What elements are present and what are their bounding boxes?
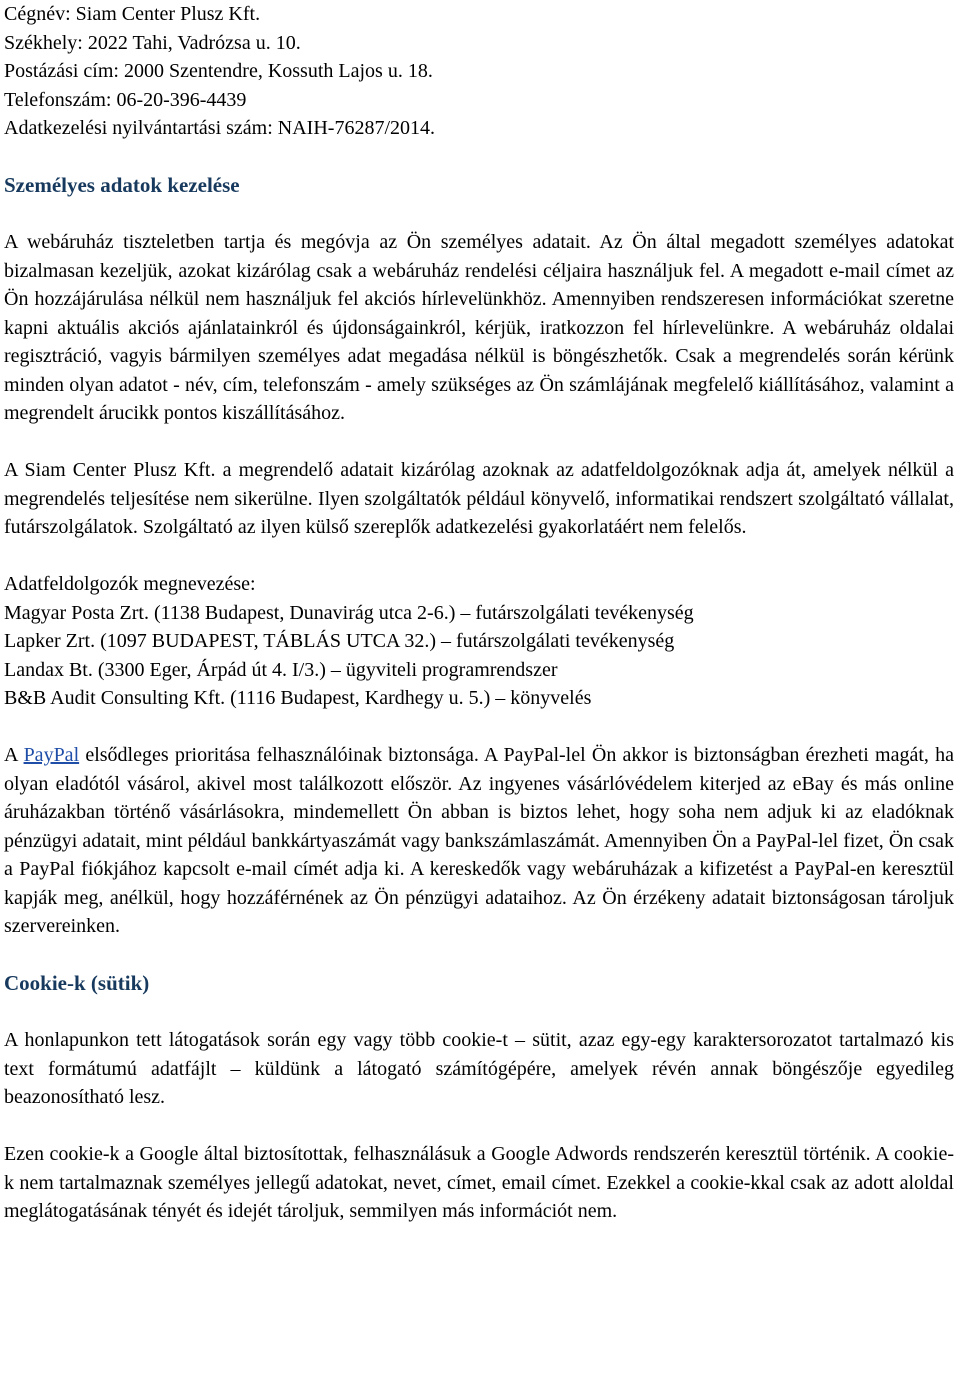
heading-personal-data: Személyes adatok kezelése <box>4 173 240 197</box>
list-item: B&B Audit Consulting Kft. (1116 Budapest, Kardhegy u. 5.) – könyvelés <box>4 687 592 709</box>
company-name: Cégnév: Siam Center Plusz Kft. <box>4 3 261 25</box>
paypal-link[interactable]: PayPal <box>23 744 80 766</box>
list-item: Magyar Posta Zrt. (1138 Budapest, Dunavirág utca 2-6.) – futárszolgálati tevékenység <box>4 601 694 624</box>
company-phone: Telefonszám: 06-20-396-4439 <box>4 88 247 111</box>
paragraph-personal-data-2: A Siam Center Plusz Kft. a megrendelő adatait kizárólag azoknak az adatfeldolgozóknak adja át, amelyek nélkül a megrendelés teljesítése nem sikerülne. Ilyen szolgáltatók például könyvelő, informatikai rendszert szolgáltató vállalat, futárszolgálatok. Szolgáltató az ilyen külső szereplők adatkezelési gyakorlatáért nem felelős. <box>4 459 954 538</box>
paragraph-personal-data-1: A webáruház tiszteletben tartja és megóvja az Ön személyes adatait. Az Ön által megadott személyes adatokat bizalmasan kezeljük, azokat kizárólag csak a webáruház rendelési céljaira használjuk fel. A megadott e-mail címet az Ön hozzájárulása nélkül nem használjuk fel akciós hírlevelünkhöz. Amennyiben rendszeresen információkat szeretne kapni aktuális akciós ajánlatainkról és újdonságainkról, kérjük, iratkozzon fel hírlevelünkre. A webáruház oldalai regisztráció, vagyis bármilyen személyes adat megadása nélkül is böngészhetők. Csak a megrendelés során kérünk minden olyan adatot - név, cím, telefonszám - amely szükséges az Ön számlájának megfelelő kiállításához, valamint a megrendelt árucikk pontos kiszállításához. <box>4 231 954 424</box>
list-item: Lapker Zrt. (1097 BUDAPEST, TÁBLÁS UTCA 32.) – futárszolgálati tevékenység <box>4 630 675 652</box>
company-info <box>4 0 954 143</box>
list-item: Landax Bt. (3300 Eger, Árpád út 4. I/3.) – ügyviteli programrendszer <box>4 658 558 681</box>
paypal-text: elsődleges prioritása felhasználóinak biztonsága. A PayPal-lel Ön akkor is biztonságban érezheti magát, ha olyan eladótól vásárol, akivel most találkozott először. Az ingyenes vásárlóvédelem kiterjed az eBay és más online áruházakban történő vásárlásokra, mindemellett Ön abban is biztos lehet, hogy soha nem adjuk ki az eladóknak pénzügyi adatait, mint például bankkártyaszámát vagy bankszámlaszámát. Amennyiben Ön a PayPal-lel fizet, Ön csak a PayPal fiókjához kapcsolt e-mail címét adja ki. A kereskedők vagy webáruházak a kifizetést a PayPal-en keresztül kapják meg, anélkül, hogy hozzáférnének az Ön pénzügyi adataihoz. Az Ön érzékeny adatait biztonságosan tároljuk szervereinken. <box>4 744 955 937</box>
company-seat: Székhely: 2022 Tahi, Vadrózsa u. 10. <box>4 31 301 54</box>
company-registry-number: Adatkezelési nyilvántartási szám: NAIH-76287/2014. <box>4 117 435 139</box>
heading-cookies: Cookie-k (sütik) <box>4 971 150 995</box>
paragraph-cookies-1: A honlapunkon tett látogatások során egy vagy több cookie-t – sütit, azaz egy-egy karaktersorozatot tartalmazó kis text formátumú adatfájlt – küldünk a látogató számítógépére, amelyek révén annak böngészője egyedileg beazonosítható lesz. <box>4 1029 954 1108</box>
paragraph-paypal <box>4 741 954 941</box>
paypal-prefix: A <box>4 744 24 766</box>
paragraph-cookies-2: Ezen cookie-k a Google által biztosítottak, felhasználásuk a Google Adwords rendszerén keresztül történik. A cookie-k nem tartalmaznak személyes jellegű adatokat, nevet, címet, email címet. Ezekkel a cookie-kkal csak az adott aloldal meglátogatásának tényét és idejét tároljuk, semmilyen más információt nem. <box>4 1143 954 1222</box>
company-postal-address: Postázási cím: 2000 Szentendre, Kossuth Lajos u. 18. <box>4 60 433 82</box>
processors-title: Adatfeldolgozók megnevezése: <box>4 573 256 595</box>
processors-list <box>4 570 954 713</box>
